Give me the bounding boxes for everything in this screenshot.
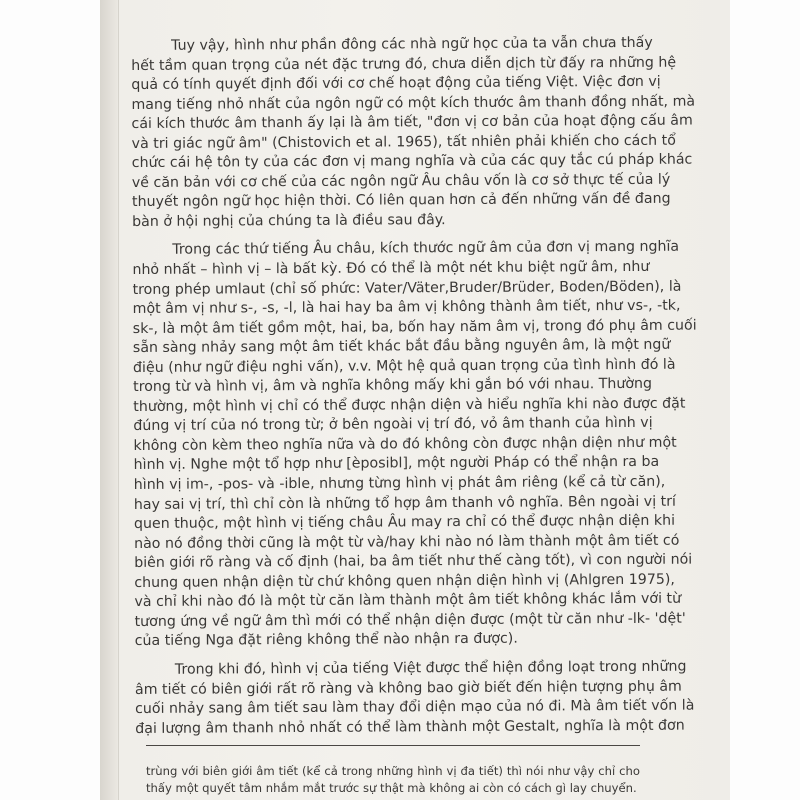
text-line: hình vị. Nghe một tổ hợp như [èposibl], một người Pháp có thể nhận ra ba	[133, 454, 660, 474]
text-line: hình vị im-, -pos- và -ible, nhưng từng hình vị phát âm riêng (kể cả từ căn),	[133, 473, 666, 494]
text-line: hay sai vị trí, thì chỉ còn là những tổ hợp âm thanh vô nghĩa. Bên ngoài vị trí	[133, 493, 677, 513]
text-line: sẵn sàng nhảy sang một âm tiết khác bắt đầu bằng nguyên âm, là một ngữ	[132, 336, 671, 357]
text-line: cái kích thước âm thanh ấy lại là âm tiết, "đơn vị cơ bản của hoạt động cấu âm	[131, 112, 693, 133]
text-line: nhỏ nhất – hình vị – là bất kỳ. Đó có thể là một nét khu biệt ngữ âm, như	[132, 258, 650, 279]
paragraph-3	[134, 658, 695, 739]
text-line: trong từ và hình vị, âm và nghĩa không mấy khi gắn bó với nhau. Thường	[133, 376, 653, 396]
text-line: mang tiếng nhỏ nhất của ngôn ngữ có một kích thước âm thanh đồng nhất, mà	[131, 93, 696, 113]
text-line: nào nó đồng thời cũng là một từ và/hay khi nào nó làm thành một âm tiết có	[134, 532, 680, 552]
text-line: đúng vị trí của nó trong từ; ở bên ngoài vị trí đó, vỏ âm thanh của hình vị	[133, 415, 653, 435]
text-line: tương ứng về ngữ âm thì mới có thể nhận diện được (một từ căn như -lk- 'dệt'	[134, 610, 686, 630]
text-line: thường, một hình vị chỉ có thể được nhận diện và hiểu nghĩa khi nào được đặt	[133, 395, 686, 415]
text-line: bàn ở hội nghị của chúng ta là điều sau đây.	[132, 212, 446, 230]
text-line: thuyết ngôn ngữ học hiện thời. Có liên quan hơn cả đến những vấn đề đang	[131, 191, 671, 211]
text-line: Tuy vậy, hình như phần đông các nhà ngữ học của ta vẫn chưa thấy	[171, 34, 653, 54]
text-line: Trong các thứ tiếng Âu châu, kích thước ngữ âm của đơn vị mang nghĩa	[172, 239, 680, 259]
text-line: quả có tính quyết định đối với cơ chế hoạt động của tiếng Việt. Việc đơn vị	[131, 73, 661, 94]
footnote-divider	[146, 745, 640, 746]
footnote-line: trùng với biên giới âm tiết (kể cả trong những hình vị đa tiết) thì nói như vậy chỉ cho	[146, 764, 640, 778]
text-line: của tiếng Nga đặt riêng không thể nào nhận ra được).	[134, 631, 518, 650]
text-line: và tri giác ngữ âm" (Chistovich et al. 1965), tất nhiên phải khiến cho cách tổ	[131, 132, 676, 152]
text-line: về căn bản với cơ chế của các ngôn ngữ Âu châu vốn là cơ sở thực tế của lý	[131, 171, 671, 191]
text-line: và chỉ khi nào đó là một từ căn làm thành một âm tiết không khác lắm với từ	[134, 590, 682, 611]
text-line: Trong khi đó, hình vị của tiếng Việt được thể hiện đồng loạt trong những	[174, 658, 687, 678]
text-line: biên giới rõ ràng và cố định (hai, ba âm tiết như thế càng tốt), vì con người nói	[134, 551, 693, 572]
text-line: âm tiết có biên giới rất rõ ràng và không bao giờ biết đến hiện tượng phụ âm	[134, 678, 682, 698]
text-line: không còn kèm theo nghĩa nữa và do đó không còn được nhận diện như một	[133, 434, 677, 454]
paragraph-2	[132, 238, 697, 652]
footnote-line: thấy một quyết tâm nhắm mắt trước sự thật mà không ai còn có cách gì lay chuyển.	[146, 781, 637, 795]
paragraph-1	[131, 34, 696, 233]
text-line: đại lượng âm thanh nhỏ nhất có thể làm thành một Gestalt, nghĩa là một đơn	[135, 717, 685, 737]
body-text	[131, 34, 697, 739]
text-line: hết tầm quan trọng của nét đặc trưng đó, chưa diễn dịch từ đấy ra những hệ	[131, 54, 677, 74]
footnote	[146, 763, 640, 797]
text-line: cuối nhảy sang âm tiết sau làm thay đổi diện mạo của nó đi. Mà âm tiết vốn là	[135, 697, 695, 718]
text-line: chung quen nhận diện từ chứ không quen nhận diện hình vị (Ahlgren 1975),	[134, 571, 675, 591]
text-line: sk-, là một âm tiết gồm một, hai, ba, bốn hay năm âm vị, trong đó phụ âm cuối	[132, 317, 697, 337]
text-line: quen thuộc, một hình vị tiếng châu Âu may ra chỉ có thể được nhận diện khi	[133, 512, 676, 533]
text-line: trong phép umlaut (chỉ số phức: Vater/Väter,Bruder/Brüder, Boden/Böden), là	[132, 278, 682, 298]
text-line: một âm vị như s-, -s, -l, là hai hay ba âm vị không thành âm tiết, như vs-, -tk,	[132, 297, 681, 318]
text-line: điệu (như ngữ điệu nghi vấn), v.v. Một hệ quả quan trọng của tình hình đó là	[132, 356, 676, 376]
adjacent-page-edge	[100, 0, 119, 800]
text-line: chức cái hệ tôn ty của các đơn vị mang nghĩa và của các quy tắc cú pháp khác	[131, 151, 693, 172]
